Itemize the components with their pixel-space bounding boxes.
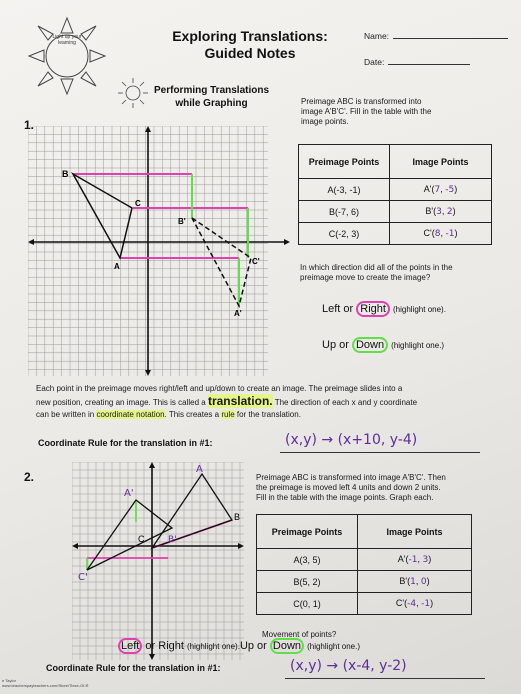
table-1-header-image: Image Points: [390, 145, 492, 179]
img-c-y[interactable]: -1: [445, 229, 455, 239]
img2-b-x[interactable]: 1: [410, 577, 416, 587]
choice-2-right[interactable]: Right: [158, 640, 184, 652]
img2-b-y[interactable]: 0: [420, 577, 427, 587]
table-1-img-b[interactable]: B'(3, 2): [390, 201, 492, 223]
triangle-abc-1: [73, 174, 132, 258]
movement-label: Movement of points?: [262, 630, 337, 639]
label-2-b-prime: B': [168, 535, 177, 545]
question-line-1: In which direction did all of the points in the: [300, 263, 453, 272]
problem-2-instructions: [256, 473, 446, 503]
table-1-header-preimage: Preimage Points: [299, 145, 390, 179]
label-2-b: B: [234, 512, 241, 522]
question-line-2: preimage move to create the image?: [300, 273, 431, 282]
section-title-line-1: Performing Translations: [154, 85, 270, 96]
small-sun-icon: [116, 76, 150, 110]
section-title-line-2: while Graphing: [175, 98, 248, 109]
choice-2-note-2: (highlight one.): [307, 642, 361, 651]
table-1-pre-c: C(-2, 3): [299, 223, 390, 245]
date-line[interactable]: [388, 56, 470, 65]
img-a-x[interactable]: 7: [434, 185, 441, 195]
choice-up[interactable]: Up: [322, 339, 337, 351]
instr-1-line-1: Preimage ABC is transformed into: [301, 97, 422, 106]
choice-2-left[interactable]: Left: [118, 638, 142, 654]
page-title: [150, 28, 350, 62]
problem-1-instructions: [301, 97, 431, 127]
title-line-2: Guided Notes: [204, 45, 296, 61]
table-row: [299, 223, 492, 245]
table-2-pre-c: C(0, 1): [257, 593, 358, 615]
rule-1-answer[interactable]: (x,y) → (x+10, y-4): [285, 432, 418, 448]
choice-2-down[interactable]: Down: [270, 638, 304, 654]
choice-left-right[interactable]: Left or Right (highlight one).: [322, 303, 446, 315]
rule-1-label: Coordinate Rule for the translation in #1:: [38, 438, 213, 448]
table-1-pre-a: A(-3, -1): [299, 179, 390, 201]
problem-2-number: 2.: [24, 470, 35, 484]
table-row: [257, 549, 472, 571]
label-2-a-prime: A': [124, 488, 134, 499]
keyword-translation: translation.: [207, 394, 273, 408]
choice-left[interactable]: Left: [322, 303, 341, 315]
choice-2-note-1: (highlight one).: [187, 642, 240, 651]
label-2-c: C: [138, 534, 145, 544]
table-row: [257, 571, 472, 593]
label-b-prime: B': [178, 217, 186, 226]
label-a: A: [114, 262, 120, 271]
graph-2: [72, 462, 244, 660]
table-2-pre-b: B(5, 2): [257, 571, 358, 593]
table-2-pre-a: A(3, 5): [257, 549, 358, 571]
table-1-img-a[interactable]: A'(7, -5): [390, 179, 492, 201]
table-2-header-image: Image Points: [358, 515, 472, 549]
label-b: B: [62, 169, 69, 179]
explanation-paragraph: [36, 383, 511, 421]
name-line[interactable]: [393, 30, 508, 39]
footer-line-2: www.teacherspayteachers.com/Store/Tieze-Of-R: [2, 683, 89, 688]
table-1-img-c[interactable]: C'(8, -1): [390, 223, 492, 245]
rule-2-label: Coordinate Rule for the translation in #1:: [46, 663, 221, 673]
choice-note-2: (highlight one.): [391, 341, 445, 350]
img-c-x[interactable]: 8: [434, 229, 441, 239]
table-2-img-a[interactable]: A'(-1, 3): [358, 549, 472, 571]
keyword-rule: rule: [221, 410, 235, 419]
table-2-img-c[interactable]: C'(-4, -1): [358, 593, 472, 615]
para-line-1: Each point in the preimage moves right/left and up/down to create an image. The preimage slides into a: [36, 384, 403, 393]
img-b-y[interactable]: 2: [446, 207, 453, 217]
sun-label: Light up your learning: [52, 34, 82, 46]
instr-1-line-3: image points.: [301, 117, 349, 126]
choice-note-1: (highlight one).: [393, 305, 446, 314]
choice-2[interactable]: Left or Right (highlight one).Up or Down (highlight one.): [118, 640, 360, 652]
triangle-abc-image-2: [87, 500, 172, 570]
table-row: [299, 179, 492, 201]
img2-a-y[interactable]: 3: [422, 555, 429, 565]
keyword-coordinate-notation: coordinate notation: [96, 410, 165, 419]
problem-1-question: [300, 263, 453, 283]
label-2-a: A: [196, 464, 203, 475]
instr-2-line-3: Fill in the table with the image points. Graph each.: [256, 493, 434, 502]
label-c-prime: C': [252, 257, 260, 266]
label-c: C: [135, 199, 141, 208]
instr-2-line-1: Preimage ABC is transformed into image A'B'C'. Then: [256, 473, 446, 482]
para-line-3: can be written in coordinate notation. This creates a rule for the translation.: [36, 410, 301, 419]
table-2: [256, 514, 472, 615]
rule-2-line: [285, 678, 485, 679]
problem-1-number: 1.: [24, 118, 35, 132]
date-label: Date:: [364, 57, 385, 67]
date-field[interactable]: [364, 56, 470, 67]
choice-2-up[interactable]: Up: [239, 640, 254, 652]
label-2-c-prime: C': [78, 572, 88, 583]
img2-c-x[interactable]: -4: [407, 599, 417, 609]
table-row: [257, 593, 472, 615]
graph-1: [28, 126, 290, 376]
instr-1-line-2: image A'B'C'. Fill in the table with the: [301, 107, 432, 116]
footer: [2, 678, 89, 688]
sun-logo: [26, 14, 108, 96]
label-a-prime: A': [234, 309, 242, 318]
instr-2-line-2: the preimage is moved left 4 units and down 2 units.: [256, 483, 441, 492]
rule-2-answer[interactable]: (x,y) → (x-4, y-2): [290, 658, 407, 674]
choice-down[interactable]: Down: [352, 337, 388, 353]
title-line-1: Exploring Translations:: [172, 28, 328, 44]
choice-up-down[interactable]: Up or Down (highlight one.): [322, 339, 445, 351]
img-a-y[interactable]: -5: [445, 185, 455, 195]
img-b-x[interactable]: 3: [436, 207, 442, 217]
section-title: [154, 84, 269, 110]
footer-line-1: e Taylor: [2, 678, 16, 683]
table-1-pre-b: B(-7, 6): [299, 201, 390, 223]
img2-c-y[interactable]: -1: [421, 599, 431, 609]
name-field[interactable]: [364, 30, 508, 41]
table-1: [298, 144, 492, 245]
choice-right[interactable]: Right: [356, 301, 390, 317]
triangle-abc-image-1: [192, 218, 251, 306]
table-2-img-b[interactable]: B'(1, 0): [358, 571, 472, 593]
para-line-2: new position, creating an image. This is called a translation. The direction of each x and y coordinate: [36, 394, 418, 408]
img2-a-x[interactable]: -1: [408, 555, 418, 565]
table-2-header-preimage: Preimage Points: [257, 515, 358, 549]
table-row: [299, 201, 492, 223]
name-label: Name:: [364, 31, 390, 41]
rule-1-line: [280, 452, 480, 453]
